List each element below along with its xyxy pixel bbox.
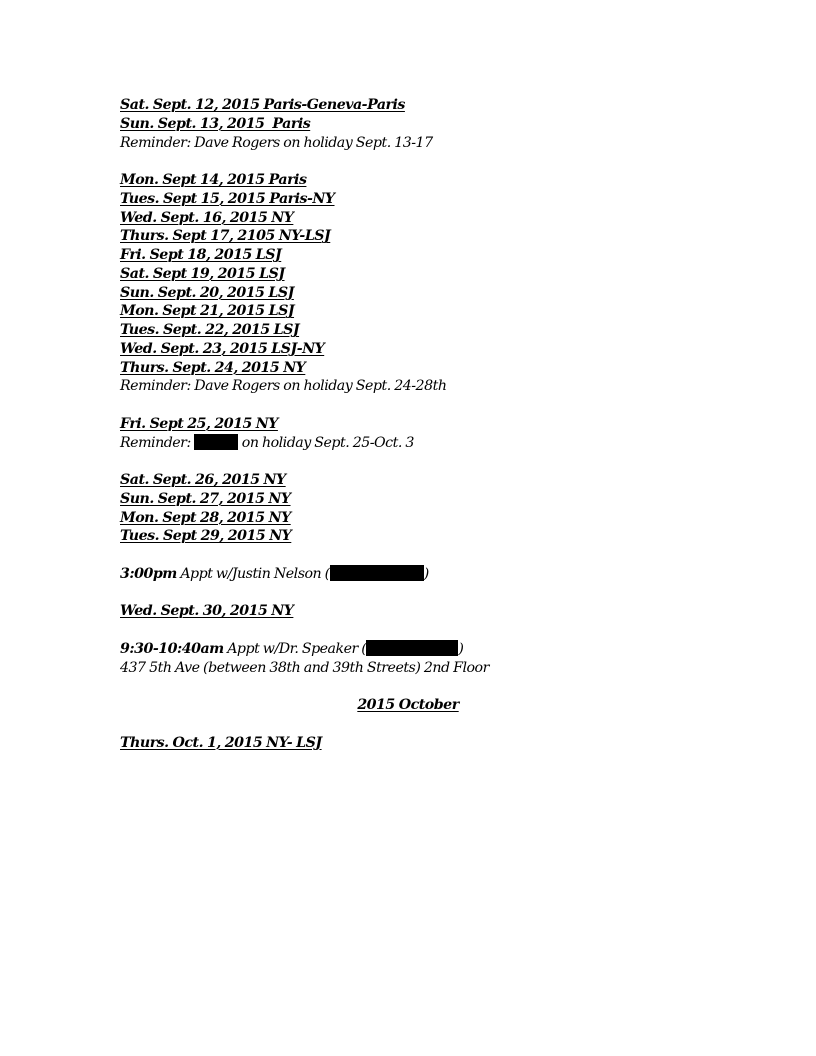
appointment-entry bbox=[120, 640, 696, 659]
reminder-note: Reminder: Dave Rogers on holiday Sept. 13-17 bbox=[120, 134, 433, 151]
date-heading: Mon. Sept 14, 2015 Paris bbox=[120, 172, 307, 188]
redacted-contact bbox=[330, 565, 424, 581]
date-heading: Thurs. Oct. 1, 2015 NY- LSJ bbox=[120, 734, 322, 751]
schedule-document bbox=[120, 96, 696, 752]
redacted-contact bbox=[366, 640, 458, 656]
date-heading: Wed. Sept. 30, 2015 NY bbox=[120, 603, 294, 620]
date-heading: Tues. Sept. 22, 2015 LSJ bbox=[120, 322, 300, 338]
appointment-address: 437 5th Ave (between 38th and 39th Streets) 2nd Floor bbox=[120, 659, 489, 676]
spacer bbox=[120, 621, 696, 640]
month-heading: 2015 October bbox=[357, 697, 459, 713]
appointment-time: 9:30-10:40am bbox=[120, 640, 224, 657]
date-heading: Sat. Sept. 12, 2015 Paris-Geneva-Paris bbox=[120, 97, 405, 113]
spacer bbox=[120, 452, 696, 471]
spacer bbox=[120, 677, 696, 696]
date-heading: Tues. Sept 29, 2015 NY bbox=[120, 528, 292, 545]
date-heading: Wed. Sept. 23, 2015 LSJ-NY bbox=[120, 340, 325, 357]
spacer bbox=[120, 715, 696, 734]
date-heading: Thurs. Sept 17, 2105 NY-LSJ bbox=[120, 228, 331, 245]
date-heading: Fri. Sept 18, 2015 LSJ bbox=[120, 247, 282, 263]
appointment-text: Appt w/Justin Nelson ( bbox=[180, 565, 330, 582]
spacer bbox=[120, 546, 696, 565]
date-heading: Tues. Sept 15, 2015 Paris-NY bbox=[120, 190, 335, 207]
reminder-label: Reminder: bbox=[120, 434, 191, 451]
spacer bbox=[120, 396, 696, 415]
closing-paren: ) bbox=[423, 565, 429, 582]
date-heading: Wed. Sept. 16, 2015 NY bbox=[120, 209, 294, 226]
date-heading: Sun. Sept. 27, 2015 NY bbox=[120, 490, 291, 507]
spacer bbox=[120, 152, 696, 171]
date-heading: Sat. Sept 19, 2015 LSJ bbox=[120, 265, 285, 282]
appointment-text: Appt w/Dr. Speaker ( bbox=[227, 640, 367, 657]
appointment-entry bbox=[120, 565, 696, 584]
date-heading: Fri. Sept 25, 2015 NY bbox=[120, 415, 278, 432]
reminder-text: on holiday Sept. 25-Oct. 3 bbox=[241, 434, 414, 451]
reminder-note: Reminder: Dave Rogers on holiday Sept. 24-28th bbox=[120, 378, 447, 395]
reminder-note bbox=[120, 434, 696, 453]
date-heading: Sun. Sept. 13, 2015 Paris bbox=[120, 115, 311, 132]
spacer bbox=[120, 584, 696, 603]
redacted-name bbox=[194, 434, 238, 450]
date-heading: Sun. Sept. 20, 2015 LSJ bbox=[120, 284, 294, 301]
date-heading: Mon. Sept 28, 2015 NY bbox=[120, 509, 291, 526]
date-heading: Thurs. Sept. 24, 2015 NY bbox=[120, 359, 306, 376]
appointment-time: 3:00pm bbox=[120, 565, 177, 582]
date-heading: Mon. Sept 21, 2015 LSJ bbox=[120, 303, 295, 320]
date-heading: Sat. Sept. 26, 2015 NY bbox=[120, 472, 286, 488]
closing-paren: ) bbox=[458, 640, 464, 657]
